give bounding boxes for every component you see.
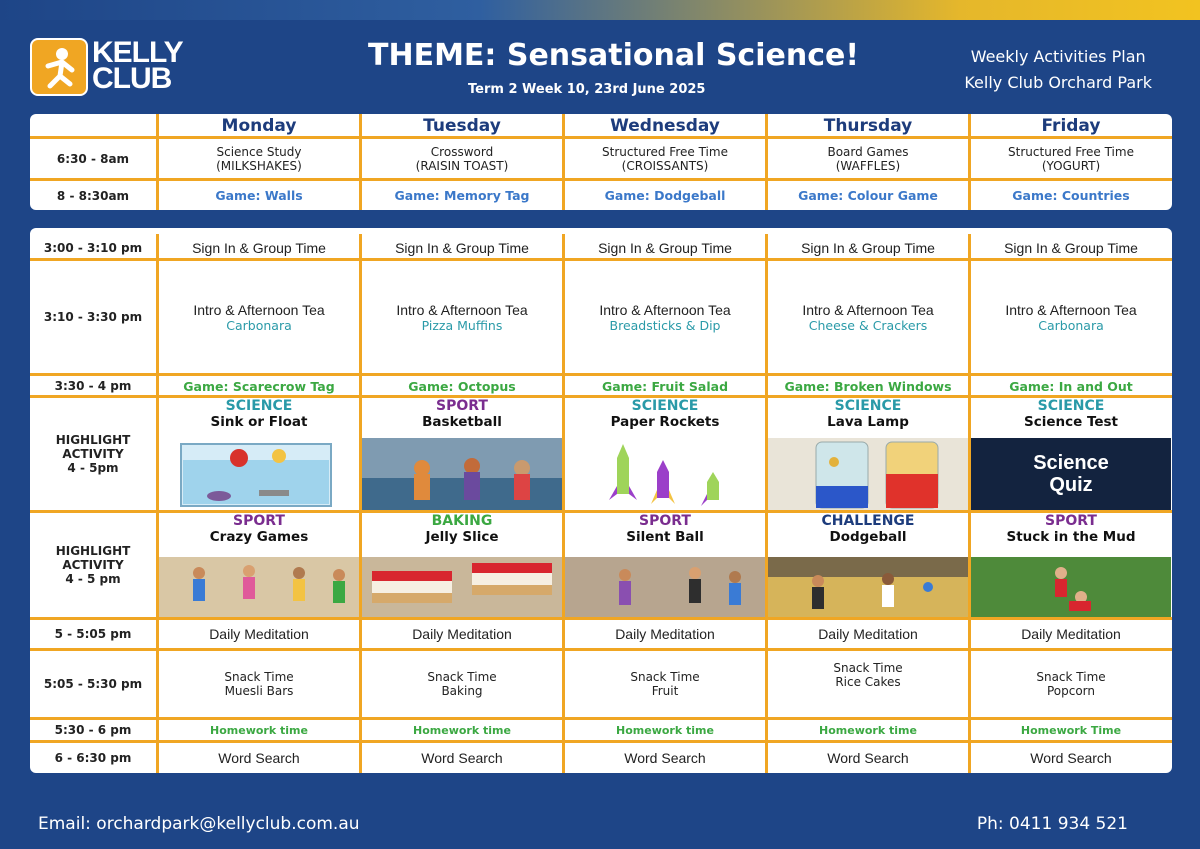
snack-cell: Snack Time Baking <box>359 651 562 717</box>
meditation-cell: Daily Meditation <box>359 620 562 648</box>
meditation-cell: Daily Meditation <box>765 620 968 648</box>
logo-text: KELLY CLUB <box>92 36 183 95</box>
meditation-cell: Daily Meditation <box>156 620 359 648</box>
highlight-cell: SPORT Crazy Games <box>156 513 359 617</box>
snack-cell: Snack Time Rice Cakes <box>765 651 968 717</box>
game-cell: Game: Walls <box>156 181 359 210</box>
highlight-cell: SPORT Stuck in the Mud <box>968 513 1171 617</box>
homework-row <box>30 720 1172 740</box>
time-label: 8 - 8:30am <box>56 188 130 203</box>
meditation-row <box>30 620 1172 648</box>
day-header: Tuesday <box>423 116 501 136</box>
signin-cell: Sign In & Group Time <box>359 234 562 262</box>
afternoon-table <box>30 228 1172 773</box>
day-header: Wednesday <box>610 116 720 136</box>
day-header: Friday <box>1041 116 1101 136</box>
snack-cell: Snack Time Popcorn <box>968 651 1171 717</box>
tea-cell: Intro & Afternoon Tea Pizza Muffins <box>359 261 562 373</box>
time-label: 3:00 - 3:10 pm <box>43 241 143 255</box>
kelly-club-logo <box>30 38 190 98</box>
tea-cell: Intro & Afternoon Tea Carbonara <box>968 261 1171 373</box>
breakfast-row <box>30 139 1172 178</box>
highlight-cell: BAKING Jelly Slice <box>359 513 562 617</box>
signin-cell: Sign In & Group Time <box>562 234 765 262</box>
day-header: Thursday <box>823 116 913 136</box>
homework-cell: Homework time <box>359 720 562 740</box>
game-cell: Game: Countries <box>968 181 1171 210</box>
science-quiz-image: Science Quiz <box>971 438 1171 510</box>
breakfast-cell: Board Games (WAFFLES) <box>765 139 968 178</box>
dodgeball-image <box>768 557 968 617</box>
highlight-row-2 <box>30 513 1172 617</box>
snack-cell: Snack Time Muesli Bars <box>156 651 359 717</box>
signin-cell: Sign In & Group Time <box>765 234 968 262</box>
meditation-cell: Daily Meditation <box>968 620 1171 648</box>
breakfast-cell: Structured Free Time (YOGURT) <box>968 139 1171 178</box>
time-label: 6:30 - 8am <box>56 151 130 166</box>
word-search-cell: Word Search <box>562 743 765 773</box>
highlight-cell: SPORT Silent Ball <box>562 513 765 617</box>
snack-cell: Snack Time Fruit <box>562 651 765 717</box>
afternoon-game-row <box>30 376 1172 396</box>
homework-cell: Homework time <box>562 720 765 740</box>
tea-cell: Intro & Afternoon Tea Carbonara <box>156 261 359 373</box>
game-cell: Game: Octopus <box>359 376 562 396</box>
meditation-cell: Daily Meditation <box>562 620 765 648</box>
snack-row <box>30 651 1172 717</box>
highlight-row-1 <box>30 398 1172 510</box>
stuck-in-mud-image <box>971 557 1171 617</box>
highlight-cell: SPORT Basketball <box>359 398 562 510</box>
morning-game-row <box>30 181 1172 210</box>
plan-info: Weekly Activities Plan Kelly Club Orchard Park <box>964 47 1152 92</box>
game-cell: Game: Memory Tag <box>359 181 562 210</box>
highlight-cell: CHALLENGE Dodgeball <box>765 513 968 617</box>
highlight-cell: SCIENCE Paper Rockets <box>562 398 765 510</box>
game-cell: Game: Dodgeball <box>562 181 765 210</box>
game-cell: Game: In and Out <box>968 376 1171 396</box>
afternoon-tea-row <box>30 261 1172 373</box>
homework-cell: Homework time <box>156 720 359 740</box>
breakfast-cell: Crossword (RAISIN TOAST) <box>359 139 562 178</box>
logo-figure-icon <box>30 38 88 96</box>
page-title: THEME: Sensational Science! <box>368 38 860 73</box>
day-header-row <box>30 114 1172 138</box>
time-label: 5:05 - 5:30 pm <box>43 677 143 691</box>
word-search-cell: Word Search <box>156 743 359 773</box>
morning-table <box>30 114 1172 210</box>
time-label: 5 - 5:05 pm <box>54 627 132 641</box>
time-label: HIGHLIGHT ACTIVITY 4 - 5pm <box>55 433 131 475</box>
footer-email[interactable]: Email: orchardpark@kellyclub.com.au <box>38 814 360 834</box>
top-stripe <box>0 0 1200 20</box>
highlight-cell: SCIENCE Science Test Science Quiz <box>968 398 1171 510</box>
footer-phone[interactable]: Ph: 0411 934 521 <box>976 814 1128 834</box>
breakfast-cell: Structured Free Time (CROISSANTS) <box>562 139 765 178</box>
sink-float-image <box>159 438 359 510</box>
basketball-image <box>362 438 562 510</box>
game-cell: Game: Colour Game <box>765 181 968 210</box>
signin-cell: Sign In & Group Time <box>156 234 359 262</box>
word-search-cell: Word Search <box>968 743 1171 773</box>
word-search-cell: Word Search <box>359 743 562 773</box>
term-subtitle: Term 2 Week 10, 23rd June 2025 <box>468 82 706 97</box>
game-cell: Game: Broken Windows <box>765 376 968 396</box>
jelly-slice-image <box>362 557 562 617</box>
lava-lamp-image <box>768 438 968 510</box>
word-search-cell: Word Search <box>765 743 968 773</box>
time-label: 3:10 - 3:30 pm <box>43 310 143 324</box>
paper-rockets-image <box>565 438 765 510</box>
time-label: 5:30 - 6 pm <box>54 723 132 737</box>
time-label: 3:30 - 4 pm <box>54 379 132 393</box>
word-search-row <box>30 743 1172 773</box>
tea-cell: Intro & Afternoon Tea Cheese & Crackers <box>765 261 968 373</box>
time-label: HIGHLIGHT ACTIVITY 4 - 5 pm <box>55 544 131 586</box>
highlight-cell: SCIENCE Lava Lamp <box>765 398 968 510</box>
breakfast-cell: Science Study (MILKSHAKES) <box>156 139 359 178</box>
time-label: 6 - 6:30 pm <box>54 751 132 765</box>
homework-cell: Homework time <box>765 720 968 740</box>
game-cell: Game: Scarecrow Tag <box>156 376 359 396</box>
homework-cell: Homework Time <box>968 720 1171 740</box>
day-header: Monday <box>221 116 297 136</box>
game-cell: Game: Fruit Salad <box>562 376 765 396</box>
crazy-games-image <box>159 557 359 617</box>
signin-cell: Sign In & Group Time <box>968 234 1171 262</box>
silent-ball-image <box>565 557 765 617</box>
highlight-cell: SCIENCE Sink or Float <box>156 398 359 510</box>
tea-cell: Intro & Afternoon Tea Breadsticks & Dip <box>562 261 765 373</box>
